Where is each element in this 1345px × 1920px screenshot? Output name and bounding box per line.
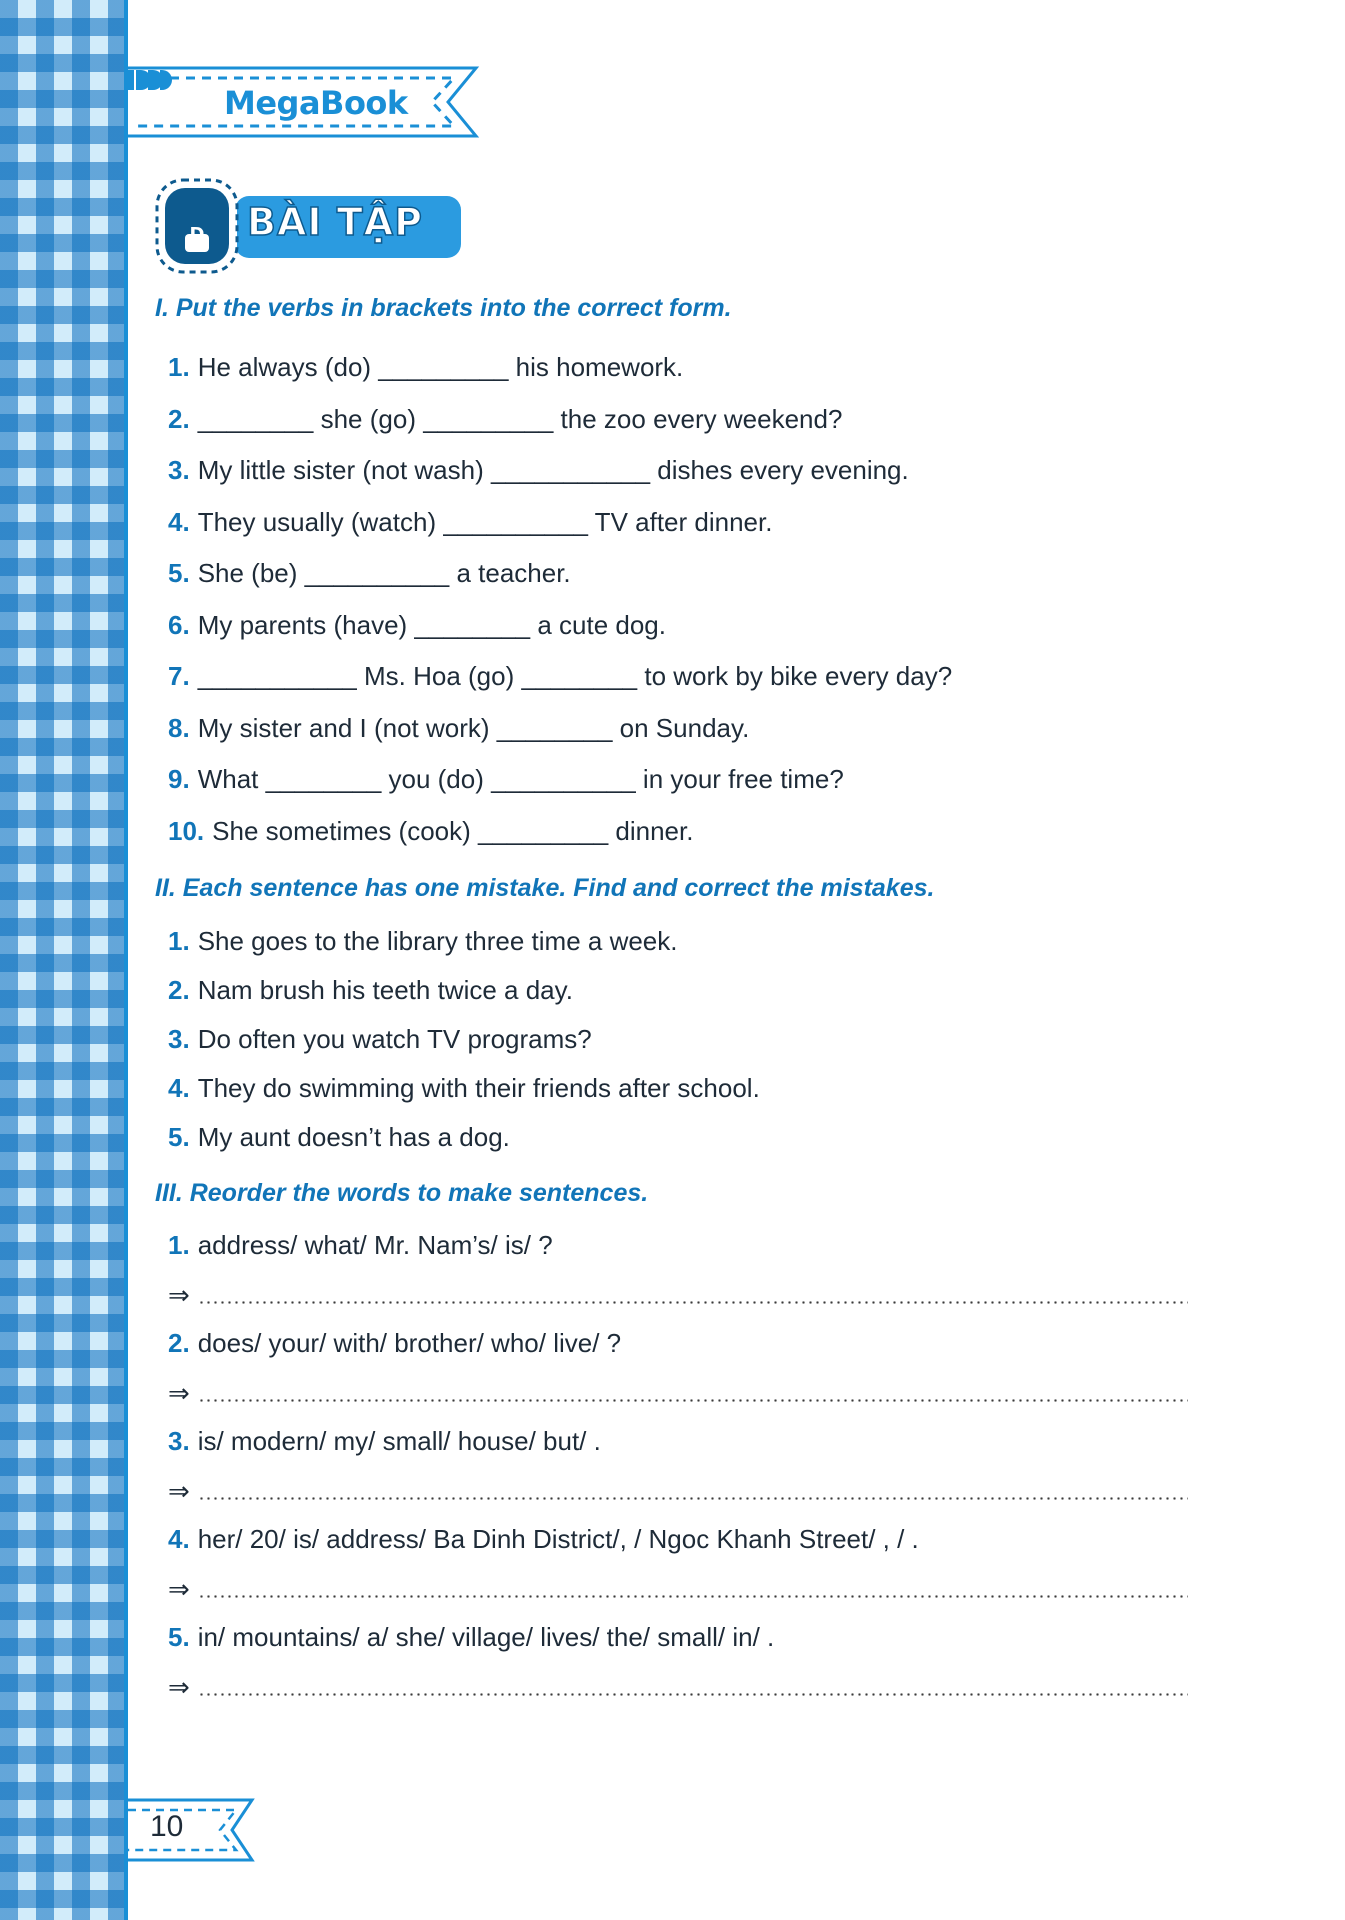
- item-text: in/ mountains/ a/ she/ village/ lives/ the/ small/ in/ .: [197, 1622, 775, 1652]
- arrow-icon: ⇒: [168, 1378, 190, 1408]
- item-number: 5.: [168, 558, 190, 588]
- answer-line[interactable]: [168, 1672, 1200, 1703]
- ex2-item: [168, 1073, 760, 1104]
- arrow-icon: ⇒: [168, 1672, 190, 1702]
- item-text: is/ modern/ my/ small/ house/ but/ .: [197, 1426, 601, 1456]
- item-number: 6.: [168, 609, 190, 640]
- item-text: My aunt doesn’t has a dog.: [197, 1122, 510, 1152]
- item-number: 5.: [168, 1622, 190, 1652]
- page-number-tab: [128, 1798, 256, 1862]
- ex1-item: [168, 352, 683, 383]
- answer-line[interactable]: [168, 1378, 1200, 1409]
- ex2-item: [168, 926, 678, 957]
- ex3-item: [168, 1230, 553, 1261]
- ex1-item: [168, 713, 749, 744]
- megabook-logo-icon: [128, 66, 172, 94]
- heading-title: BÀI TẬP: [247, 200, 423, 244]
- ex1-item: [168, 661, 952, 692]
- item-text: Do often you watch TV programs?: [197, 1024, 592, 1054]
- ex1-item: [168, 507, 772, 538]
- item-number: 1.: [168, 1230, 190, 1260]
- item-text: They usually (watch) __________ TV after dinner.: [197, 506, 773, 537]
- ex1-item: [168, 610, 666, 641]
- item-number: 4.: [168, 506, 190, 537]
- item-text: does/ your/ with/ brother/ who/ live/ ?: [197, 1328, 622, 1358]
- ex3-item: [168, 1328, 621, 1359]
- item-text: her/ 20/ is/ address/ Ba Dinh District/, / Ngoc Khanh Street/ , / .: [197, 1524, 919, 1554]
- item-number: 7.: [168, 661, 190, 691]
- ex1-item: [168, 404, 842, 435]
- page-tab-shape: [128, 1798, 256, 1862]
- item-number: 4.: [168, 1524, 190, 1554]
- item-text: address/ what/ Mr. Nam’s/ is/ ?: [197, 1230, 553, 1260]
- dotted-answer-line: [198, 1693, 1188, 1696]
- ex3-item: [168, 1622, 774, 1653]
- dotted-answer-line: [198, 1595, 1188, 1598]
- item-number: 2.: [168, 1328, 190, 1358]
- page-number: 10: [150, 1810, 184, 1843]
- item-number: 1.: [168, 926, 190, 956]
- item-text: My parents (have) ________ a cute dog.: [197, 609, 666, 640]
- item-number: 3.: [168, 455, 190, 485]
- ex1-item: [168, 764, 844, 795]
- ex3-item: [168, 1426, 601, 1457]
- answer-line[interactable]: [168, 1476, 1200, 1507]
- logo-banner: [128, 66, 480, 138]
- item-number: 8.: [168, 712, 190, 743]
- arrow-icon: ⇒: [168, 1574, 190, 1604]
- item-text: My little sister (not wash) ___________ dishes every evening.: [197, 455, 909, 485]
- dotted-answer-line: [198, 1497, 1188, 1500]
- item-text: ________ she (go) _________ the zoo every weekend?: [197, 403, 843, 434]
- answer-line[interactable]: [168, 1574, 1200, 1605]
- arrow-icon: ⇒: [168, 1280, 190, 1310]
- item-number: 1.: [168, 352, 190, 382]
- ex1-item: [168, 455, 909, 486]
- arrow-icon: ⇒: [168, 1476, 190, 1506]
- item-number: 5.: [168, 1122, 190, 1152]
- item-text: What ________ you (do) __________ in your free time?: [197, 764, 844, 794]
- item-text: They do swimming with their friends after school.: [197, 1073, 760, 1103]
- item-text: She goes to the library three time a week.: [197, 926, 678, 956]
- ex3-item: [168, 1524, 919, 1555]
- item-number: 9.: [168, 764, 190, 794]
- ex2-item: [168, 1122, 510, 1153]
- side-pattern-border: [0, 0, 128, 1920]
- item-number: 3.: [168, 1426, 190, 1456]
- ex2-item: [168, 1024, 592, 1055]
- item-text: She (be) __________ a teacher.: [197, 558, 571, 588]
- dotted-answer-line: [198, 1301, 1188, 1304]
- exercise-2-title: II. Each sentence has one mistake. Find and correct the mistakes.: [155, 874, 935, 902]
- item-number: 2.: [168, 403, 190, 434]
- item-text: My sister and I (not work) ________ on Sunday.: [197, 712, 750, 743]
- dotted-answer-line: [198, 1399, 1188, 1402]
- item-text: Nam brush his teeth twice a day.: [197, 975, 573, 1005]
- item-text: ___________ Ms. Hoa (go) ________ to work by bike every day?: [197, 661, 953, 691]
- item-number: 3.: [168, 1024, 190, 1054]
- item-number: 4.: [168, 1073, 190, 1103]
- item-text: She sometimes (cook) _________ dinner.: [212, 815, 694, 846]
- item-number: 2.: [168, 975, 190, 1005]
- ex2-item: [168, 975, 573, 1006]
- section-heading: [155, 178, 465, 274]
- ex1-item: [168, 816, 693, 847]
- logo-text: MegaBook: [224, 84, 408, 122]
- answer-line[interactable]: [168, 1280, 1200, 1311]
- exercise-3-title: III. Reorder the words to make sentences.: [155, 1179, 649, 1207]
- side-border-edge: [124, 0, 128, 1920]
- ex1-item: [168, 558, 571, 589]
- item-text: He always (do) _________ his homework.: [197, 352, 684, 382]
- exercise-1-title: I. Put the verbs in brackets into the correct form.: [155, 294, 732, 322]
- item-number: 10.: [168, 815, 205, 846]
